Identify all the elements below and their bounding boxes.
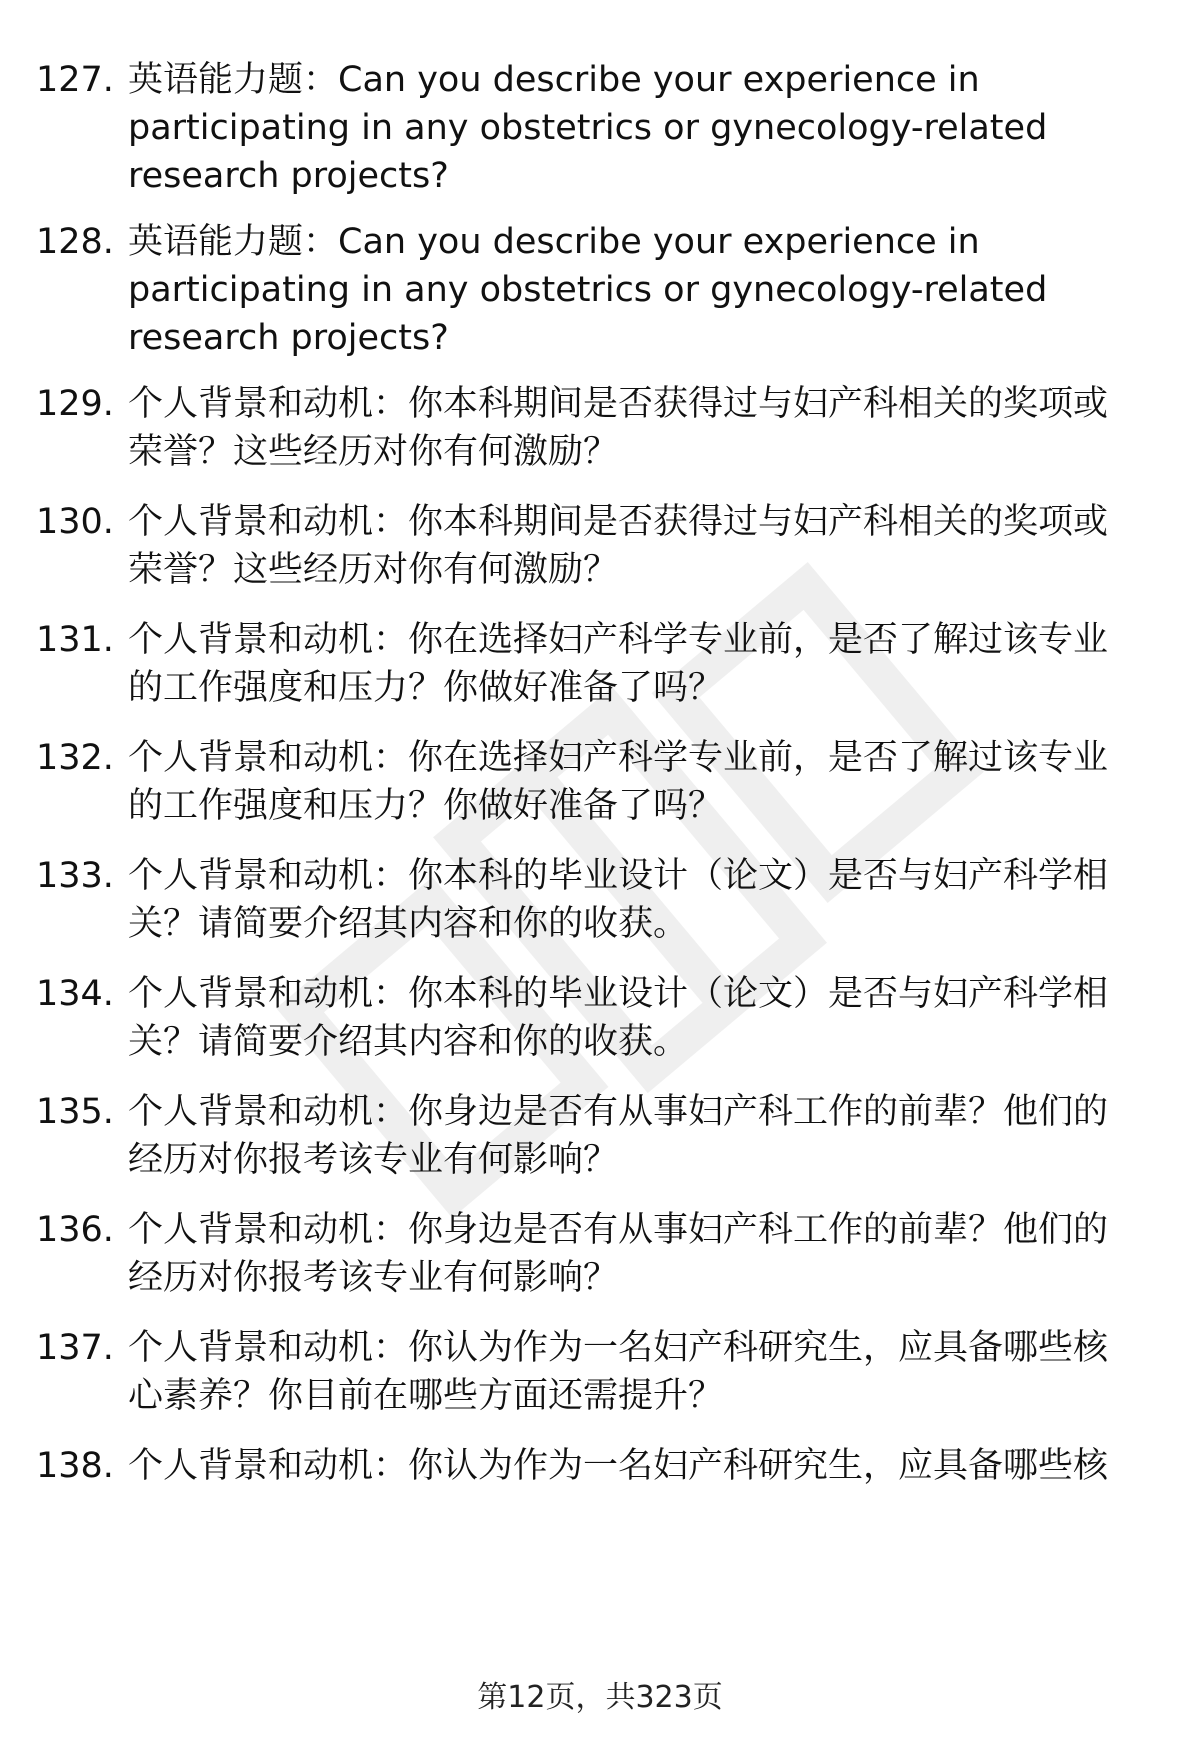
question-item bbox=[36, 1088, 1146, 1184]
question-number: 129. bbox=[36, 384, 114, 424]
question-number: 134. bbox=[36, 974, 114, 1014]
question-text-line: research projects? bbox=[128, 318, 449, 358]
question-item bbox=[36, 498, 1146, 594]
question-text-line: 个人背景和动机：你身边是否有从事妇产科工作的前辈？他们的 bbox=[128, 1092, 1109, 1132]
question-text-line: 个人背景和动机：你本科期间是否获得过与妇产科相关的奖项或 bbox=[128, 502, 1109, 542]
question-number: 132. bbox=[36, 738, 114, 778]
question-text-line: 关？请简要介绍其内容和你的收获。 bbox=[128, 904, 689, 944]
question-text-line: 个人背景和动机：你本科的毕业设计（论文）是否与妇产科学相 bbox=[128, 974, 1109, 1014]
question-text-line: 个人背景和动机：你认为作为一名妇产科研究生，应具备哪些核 bbox=[128, 1446, 1109, 1486]
question-text-line: participating in any obstetrics or gynecology-related bbox=[128, 270, 1048, 310]
question-item bbox=[36, 734, 1146, 830]
question-text-line: 个人背景和动机：你本科的毕业设计（论文）是否与妇产科学相 bbox=[128, 856, 1109, 896]
question-text-line: 荣誉？这些经历对你有何激励？ bbox=[128, 550, 619, 590]
question-text-line: participating in any obstetrics or gynecology-related bbox=[128, 108, 1048, 148]
question-item bbox=[36, 970, 1146, 1066]
question-text-line: 个人背景和动机：你身边是否有从事妇产科工作的前辈？他们的 bbox=[128, 1210, 1109, 1250]
question-text-line: 荣誉？这些经历对你有何激励？ bbox=[128, 432, 619, 472]
question-text-line: 个人背景和动机：你在选择妇产科学专业前，是否了解过该专业 bbox=[128, 738, 1109, 778]
page-footer: 第12页，共323页 bbox=[477, 1680, 723, 1715]
question-item bbox=[36, 218, 1146, 362]
question-text-line: 经历对你报考该专业有何影响？ bbox=[128, 1140, 619, 1180]
question-item bbox=[36, 1324, 1146, 1420]
question-item bbox=[36, 380, 1146, 476]
question-item bbox=[36, 616, 1146, 712]
question-item bbox=[36, 1206, 1146, 1302]
question-text-line: 关？请简要介绍其内容和你的收获。 bbox=[128, 1022, 689, 1062]
question-text-line: 个人背景和动机：你在选择妇产科学专业前，是否了解过该专业 bbox=[128, 620, 1109, 660]
question-text-line: 英语能力题：Can you describe your experience in bbox=[128, 222, 980, 262]
question-text-line: 的工作强度和压力？你做好准备了吗？ bbox=[128, 786, 724, 826]
question-item bbox=[36, 1442, 1146, 1490]
question-text-line: 个人背景和动机：你认为作为一名妇产科研究生，应具备哪些核 bbox=[128, 1328, 1109, 1368]
question-text-line: 心素养？你目前在哪些方面还需提升？ bbox=[128, 1376, 724, 1416]
question-text-line: 经历对你报考该专业有何影响？ bbox=[128, 1258, 619, 1298]
question-number: 133. bbox=[36, 856, 114, 896]
question-item bbox=[36, 56, 1146, 200]
question-number: 137. bbox=[36, 1328, 114, 1368]
question-number: 138. bbox=[36, 1446, 114, 1486]
question-number: 130. bbox=[36, 502, 114, 542]
question-text-line: research projects? bbox=[128, 156, 449, 196]
question-number: 136. bbox=[36, 1210, 114, 1250]
question-text-line: 英语能力题：Can you describe your experience in bbox=[128, 60, 980, 100]
question-text-line: 个人背景和动机：你本科期间是否获得过与妇产科相关的奖项或 bbox=[128, 384, 1109, 424]
question-number: 127. bbox=[36, 60, 114, 100]
question-number: 131. bbox=[36, 620, 114, 660]
question-number: 135. bbox=[36, 1092, 114, 1132]
question-item bbox=[36, 852, 1146, 948]
question-number: 128. bbox=[36, 222, 114, 262]
question-text-line: 的工作强度和压力？你做好准备了吗？ bbox=[128, 668, 724, 708]
